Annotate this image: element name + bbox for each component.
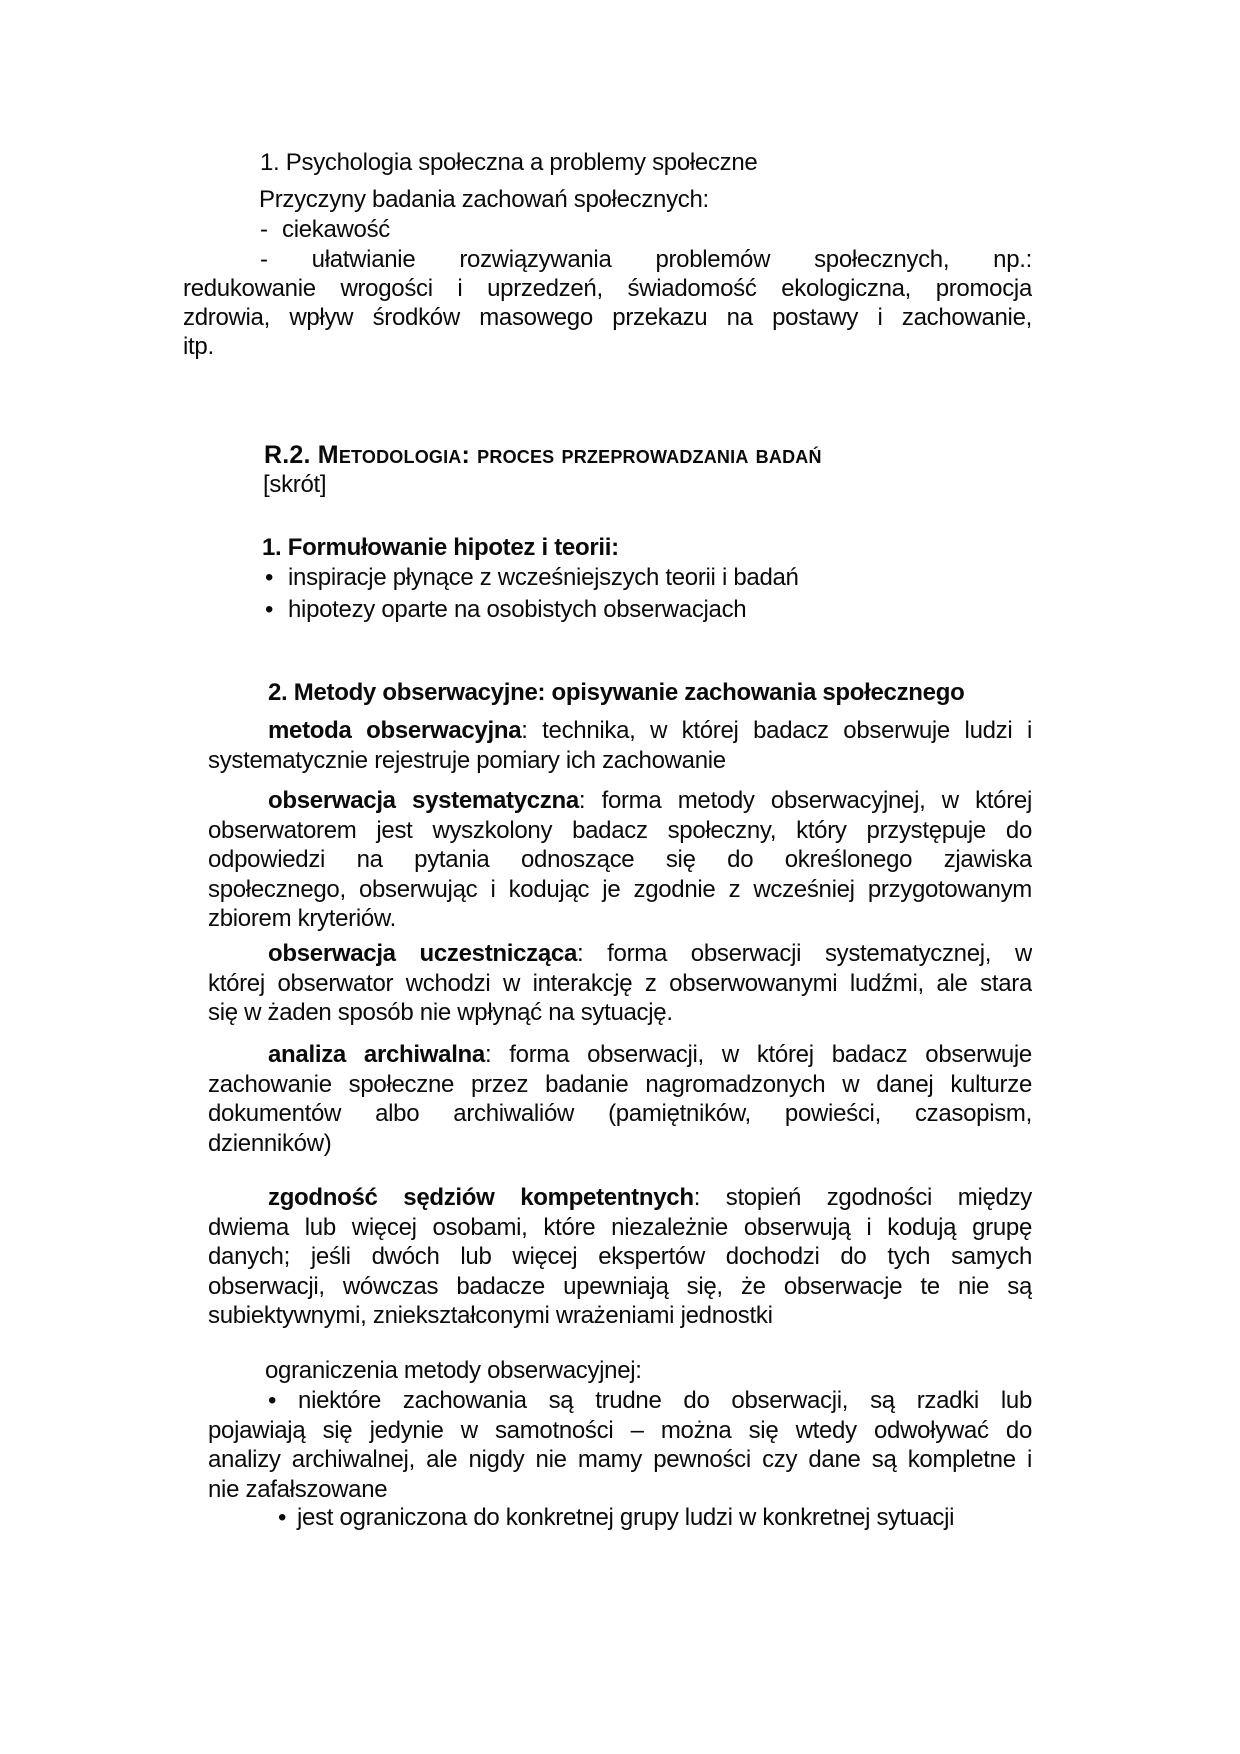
text-line	[208, 1183, 1032, 1213]
text-line: nie zafałszowane	[208, 1475, 388, 1503]
dash-item-text: ciekawość	[282, 216, 391, 243]
bullet-item-text: jest ograniczona do konkretnej grupy ludzi w konkretnej sytuacji	[297, 1504, 955, 1531]
subsection-heading-metody: 2. Metody obserwacyjne: opisywanie zachowania społecznego	[268, 679, 965, 706]
dash-item-ciekawosc	[260, 215, 390, 244]
dash-icon: -	[260, 246, 268, 273]
text-line: itp.	[183, 333, 214, 360]
text-line: dokumentów albo archiwaliów (pamiętników, powieści, czasopism,	[208, 1100, 1032, 1127]
text-line: się w żaden sposób nie wpłynąć na sytuację.	[208, 999, 673, 1026]
section1-heading: 1. Psychologia społeczna a problemy społeczne	[260, 149, 758, 176]
bullet-item-text: inspiracje płynące z wcześniejszych teorii i badań	[288, 564, 799, 591]
bullet-paragraph-niektore	[208, 1386, 1032, 1504]
subsection-heading-formulowanie: 1. Formułowanie hipotez i teorii:	[262, 534, 619, 561]
paragraph-zgodnosc-sedziow	[208, 1183, 1032, 1331]
text-line: dzienników)	[208, 1129, 332, 1157]
line-text: niektóre zachowania są trudne do obserwacji, są rzadki lub	[298, 1387, 1032, 1414]
term-bold: metoda obserwacyjna	[268, 717, 522, 744]
paragraph-obserwacja-systematyczna	[208, 786, 1032, 934]
term-bold: analiza archiwalna	[268, 1041, 485, 1068]
term-bold: obserwacja systematyczna	[268, 787, 579, 814]
line-text: : stopień zgodności między	[693, 1184, 1032, 1211]
bullet-icon: •	[265, 596, 274, 623]
text-line: zachowanie społeczne przez badanie nagromadzonych w danej kulturze	[208, 1070, 1032, 1098]
line-text: ułatwianie rozwiązywania problemów społecznych, np.:	[311, 246, 1032, 273]
line-text: : technika, w której badacz obserwuje ludzi i	[521, 717, 1032, 744]
paragraph-obserwacja-uczestniczaca	[208, 939, 1032, 1028]
text-line	[208, 1386, 1032, 1416]
bullet-item-text: hipotezy oparte na osobistych obserwacjach	[288, 596, 747, 623]
skrot-note: [skrót]	[263, 471, 327, 498]
text-line: subiektywnymi, zniekształconymi wrażeniami jednostki	[208, 1302, 773, 1329]
bullet-icon: •	[278, 1504, 287, 1531]
line-text: : forma obserwacji, w której badacz obserwuje	[484, 1041, 1032, 1068]
term-bold: obserwacja uczestnicząca	[268, 940, 578, 967]
term-bold: zgodność sędziów kompetentnych	[268, 1184, 694, 1211]
text-line: zdrowia, wpływ środków masowego przekazu na postawy i zachowanie,	[183, 304, 1032, 331]
paragraph-ulatwianie	[183, 245, 1032, 361]
text-line	[208, 939, 1032, 969]
text-line: systematycznie rejestruje pomiary ich zachowanie	[208, 746, 726, 774]
bullet-item-jest-ograniczona	[278, 1503, 954, 1532]
text-line	[208, 786, 1032, 816]
bullet-item-hipotezy	[265, 595, 746, 624]
dash-icon: -	[260, 216, 268, 243]
text-line	[208, 1040, 1032, 1070]
text-line	[183, 245, 1032, 274]
line-text: : forma metody obserwacyjnej, w której	[578, 787, 1032, 814]
text-line	[208, 716, 1032, 746]
ograniczenia-heading: ograniczenia metody obserwacyjnej:	[265, 1357, 642, 1384]
text-line: zbiorem kryteriów.	[208, 905, 396, 932]
bullet-item-inspiracje	[265, 563, 799, 592]
text-line: obserwatorem jest wyszkolony badacz społeczny, który przystępuje do	[208, 816, 1032, 844]
text-line: odpowiedzi na pytania odnoszące się do określonego zjawiska	[208, 846, 1032, 873]
text-line: obserwacji, wówczas badacze upewniają się, że obserwacje te nie są	[208, 1272, 1032, 1300]
text-line: pojawiają się jedynie w samotności – można się wtedy odwoływać do	[208, 1416, 1032, 1444]
bullet-icon: •	[265, 564, 274, 591]
chapter-heading-r2: R.2. Metodologia: proces przeprowadzania badań	[264, 441, 822, 469]
text-line: analizy archiwalnej, ale nigdy nie mamy pewności czy dane są kompletne i	[208, 1446, 1032, 1473]
text-line: redukowanie wrogości i uprzedzeń, świadomość ekologiczna, promocja	[183, 275, 1032, 302]
text-line: której obserwator wchodzi w interakcję z obserwowanymi ludźmi, ale stara	[208, 969, 1032, 997]
paragraph-metoda-obserwacyjna	[208, 716, 1032, 775]
line-text: : forma obserwacji systematycznej, w	[577, 940, 1032, 967]
text-line: danych; jeśli dwóch lub więcej ekspertów dochodzi do tych samych	[208, 1243, 1032, 1270]
paragraph-analiza-archiwalna	[208, 1040, 1032, 1158]
intro-line: Przyczyny badania zachowań społecznych:	[259, 186, 709, 213]
text-line: społecznego, obserwując i kodując je zgodnie z wcześniej przygotowanym	[208, 875, 1032, 903]
text-line: dwiema lub więcej osobami, które niezależnie obserwują i kodują grupę	[208, 1213, 1032, 1241]
bullet-icon: •	[268, 1387, 277, 1414]
